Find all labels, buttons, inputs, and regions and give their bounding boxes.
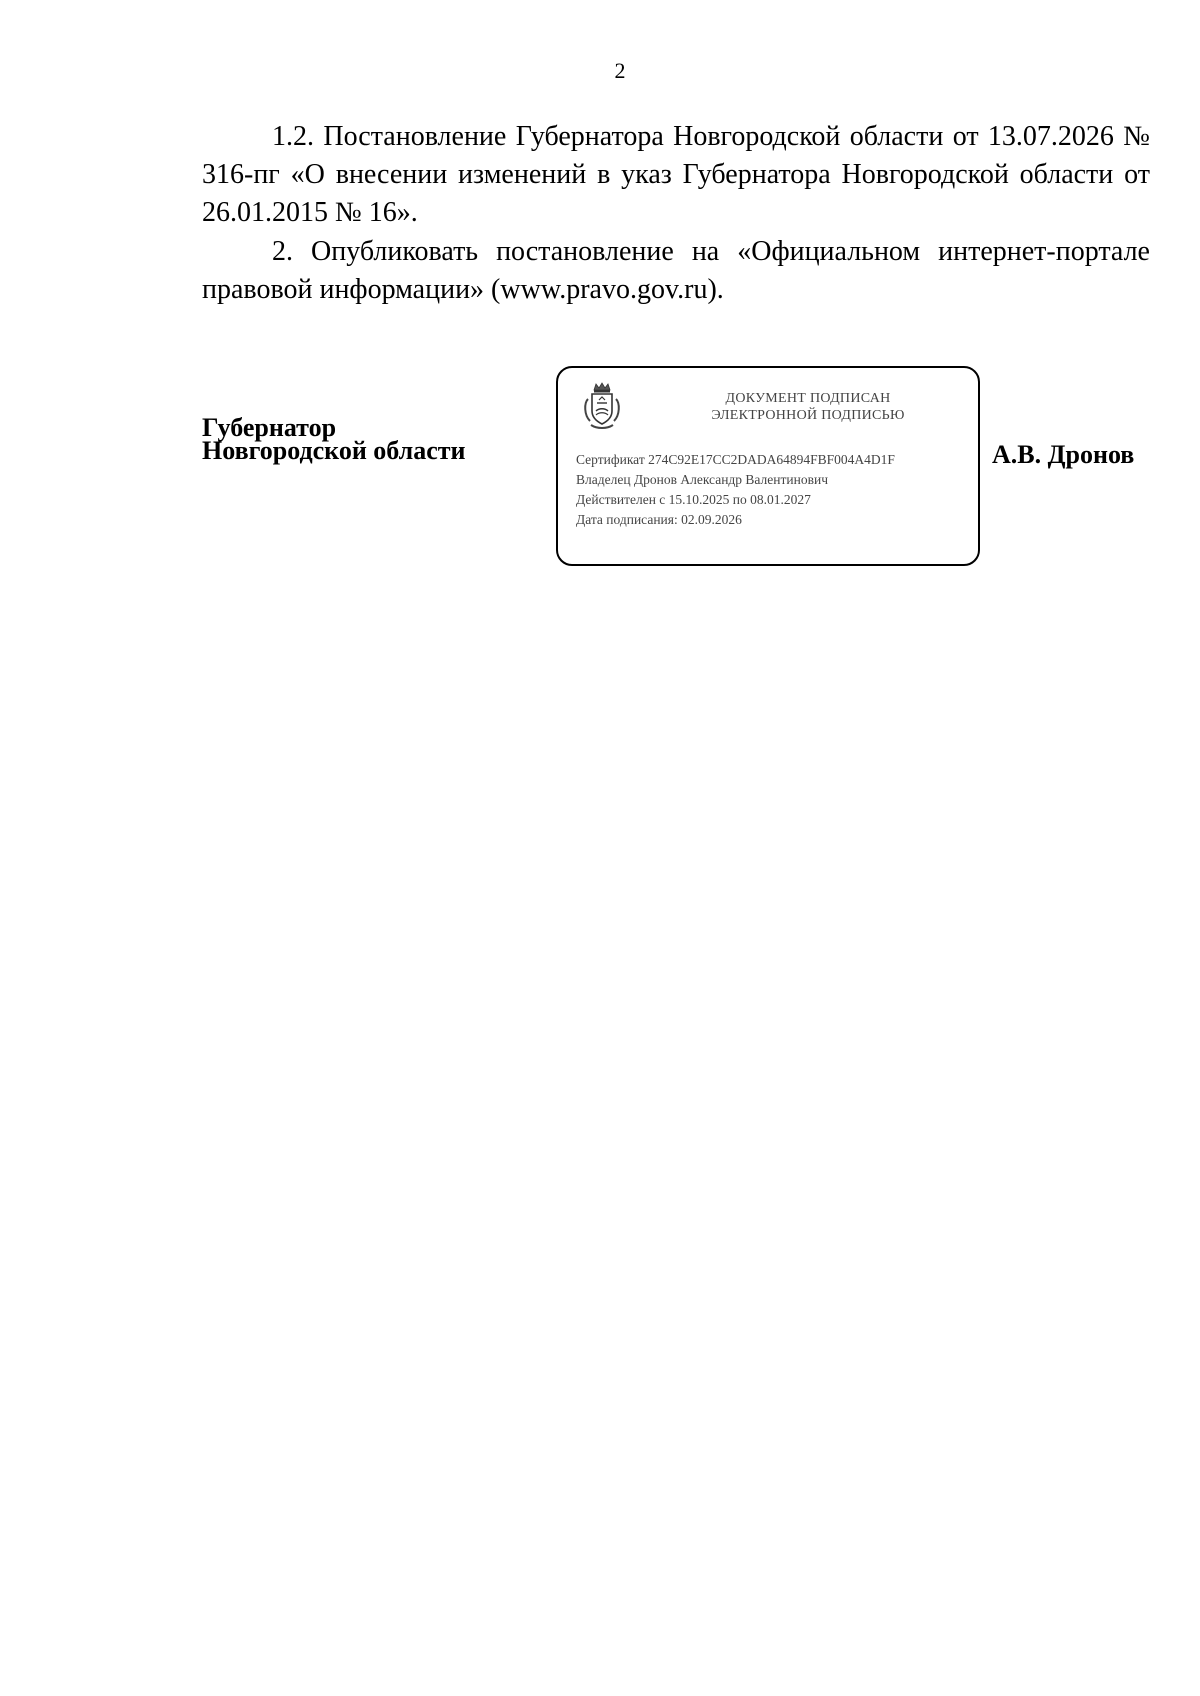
certificate-owner: Владелец Дронов Александр Валентинович [576,472,828,487]
certificate-number: Сертификат 274C92E17CC2DADA64894FBF004A4D1F [576,452,895,467]
paragraph-2: 2. Опубликовать постановление на «Официальном интернет-портале правовой информации» (www.pravo.gov.ru). [202,236,1150,305]
certificate-validity: Действителен с 15.10.2025 по 08.01.2027 [576,492,811,507]
electronic-signature-stamp [556,366,980,566]
stamp-heading-line2: ЭЛЕКТРОННОЙ ПОДПИСЬЮ [711,408,905,423]
coat-of-arms-icon [582,381,622,431]
stamp-details [576,450,895,530]
document-body [202,118,1150,309]
signer-position [202,413,466,465]
stamp-heading-line1: ДОКУМЕНТ ПОДПИСАН [725,391,891,406]
page-number: 2 [614,58,626,83]
signer-name: А.В. Дронов [992,440,1135,469]
stamp-heading [658,390,958,424]
signer-position-line1: Губернатор [202,413,337,442]
paragraph-1-2: 1.2. Постановление Губернатора Новгородской области от 13.07.2026 № 316-пг «О внесении изменений в указ Губернатора Новгородской области от 26.01.2015 № 16». [202,121,1150,228]
signing-date: Дата подписания: 02.09.2026 [576,512,742,527]
signer-position-line2: Новгородской области [202,436,466,465]
